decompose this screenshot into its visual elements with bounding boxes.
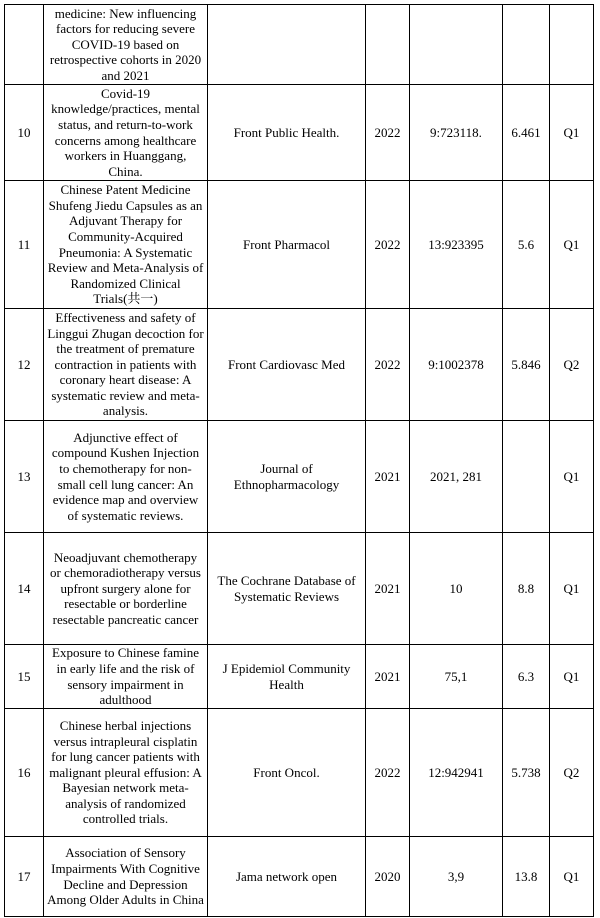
journal-name: J Epidemiol Community Health (208, 645, 366, 709)
journal-name: The Cochrane Database of Systematic Reviews (208, 533, 366, 645)
impact-factor: 6.461 (503, 85, 550, 181)
journal-name: Journal of Ethnopharmacology (208, 421, 366, 533)
publication-year: 2021 (366, 533, 410, 645)
publication-year: 2022 (366, 181, 410, 309)
journal-name: Front Oncol. (208, 709, 366, 837)
journal-quartile: Q2 (550, 709, 594, 837)
journal-quartile: Q2 (550, 309, 594, 421)
paper-title: Covid-19 knowledge/practices, mental status, and return-to-work concerns among healthcare workers in Huanggang, China. (44, 85, 208, 181)
volume-info: 9:723118. (410, 85, 503, 181)
row-number: 11 (5, 181, 44, 309)
publication-year: 2022 (366, 309, 410, 421)
publication-year: 2021 (366, 421, 410, 533)
impact-factor: 8.8 (503, 533, 550, 645)
impact-factor: 5.846 (503, 309, 550, 421)
publication-year (366, 5, 410, 85)
paper-title: Neoadjuvant chemotherapy or chemoradiotherapy versus upfront surgery alone for resectable or borderline resectable pancreatic cancer (44, 533, 208, 645)
journal-quartile: Q1 (550, 421, 594, 533)
impact-factor: 5.738 (503, 709, 550, 837)
paper-title: Chinese Patent Medicine Shufeng Jiedu Capsules as an Adjuvant Therapy for Community-Acquired Pneumonia: A Systematic Review and Meta-Analysis of Randomized Clinical Trials(共一) (44, 181, 208, 309)
row-number: 13 (5, 421, 44, 533)
table-row (5, 837, 594, 917)
journal-quartile: Q1 (550, 533, 594, 645)
table-row (5, 709, 594, 837)
publication-year: 2020 (366, 837, 410, 917)
table-row (5, 533, 594, 645)
table-row (5, 421, 594, 533)
journal-name: Front Cardiovasc Med (208, 309, 366, 421)
volume-info: 9:1002378 (410, 309, 503, 421)
row-number: 17 (5, 837, 44, 917)
journal-name: Front Public Health. (208, 85, 366, 181)
paper-title: Chinese herbal injections versus intrapleural cisplatin for lung cancer patients with malignant pleural effusion: A Bayesian network meta-analysis of randomized controlled trials. (44, 709, 208, 837)
row-number: 10 (5, 85, 44, 181)
publication-year: 2021 (366, 645, 410, 709)
volume-info: 10 (410, 533, 503, 645)
publication-year: 2022 (366, 709, 410, 837)
journal-quartile: Q1 (550, 837, 594, 917)
journal-name: Front Pharmacol (208, 181, 366, 309)
row-number: 15 (5, 645, 44, 709)
paper-title: Exposure to Chinese famine in early life and the risk of sensory impairment in adulthood (44, 645, 208, 709)
impact-factor: 13.8 (503, 837, 550, 917)
impact-factor: 6.3 (503, 645, 550, 709)
row-number: 14 (5, 533, 44, 645)
table-row (5, 645, 594, 709)
journal-name (208, 5, 366, 85)
paper-title: Association of Sensory Impairments With Cognitive Decline and Depression Among Older Adults in China (44, 837, 208, 917)
publication-year: 2022 (366, 85, 410, 181)
journal-quartile: Q1 (550, 181, 594, 309)
journal-name: Jama network open (208, 837, 366, 917)
journal-quartile: Q1 (550, 85, 594, 181)
volume-info: 2021, 281 (410, 421, 503, 533)
volume-info (410, 5, 503, 85)
journal-quartile (550, 5, 594, 85)
impact-factor (503, 5, 550, 85)
table-row (5, 309, 594, 421)
impact-factor (503, 421, 550, 533)
journal-quartile: Q1 (550, 645, 594, 709)
table-row (5, 181, 594, 309)
volume-info: 3,9 (410, 837, 503, 917)
impact-factor: 5.6 (503, 181, 550, 309)
table-row (5, 85, 594, 181)
paper-title: medicine: New influencing factors for reducing severe COVID-19 based on retrospective cohorts in 2020 and 2021 (44, 5, 208, 85)
paper-title: Adjunctive effect of compound Kushen Injection to chemotherapy for non-small cell lung cancer: An evidence map and overview of systematic reviews. (44, 421, 208, 533)
publications-table (4, 4, 594, 917)
paper-title: Effectiveness and safety of Linggui Zhugan decoction for the treatment of premature contraction in patients with coronary heart disease: A systematic review and meta-analysis. (44, 309, 208, 421)
row-number: 16 (5, 709, 44, 837)
volume-info: 75,1 (410, 645, 503, 709)
volume-info: 13:923395 (410, 181, 503, 309)
table-row (5, 5, 594, 85)
row-number (5, 5, 44, 85)
row-number: 12 (5, 309, 44, 421)
volume-info: 12:942941 (410, 709, 503, 837)
